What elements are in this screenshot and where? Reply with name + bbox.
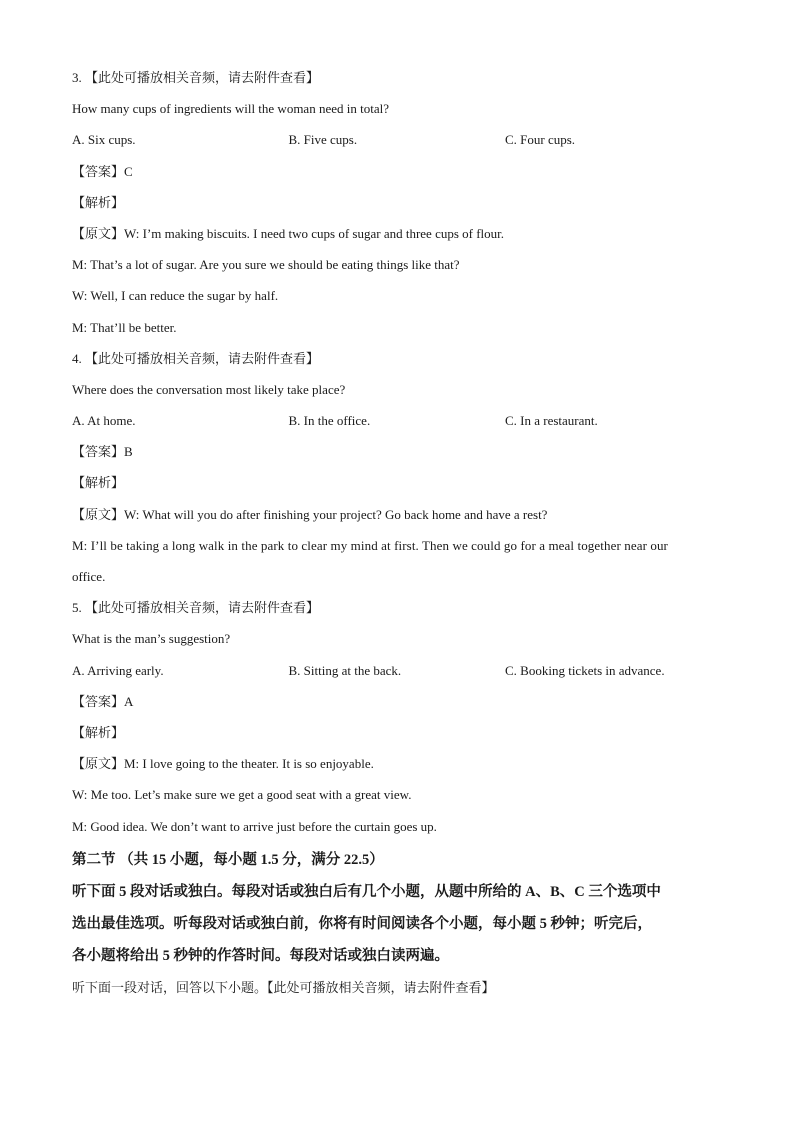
question-header: 5. 【此处可播放相关音频，请去附件查看】 bbox=[72, 600, 320, 616]
transcript-line: M: Good idea. We don’t want to arrive just before the curtain goes up. bbox=[72, 818, 437, 834]
transcript-line: M: That’ll be better. bbox=[72, 319, 177, 335]
answer: 【答案】A bbox=[72, 693, 134, 709]
section-instructions-line: 选出最佳选项。听每段对话或独白前，你将有时间阅读各个小题，每小题 5 秒钟；听完后， bbox=[72, 915, 652, 932]
options-row bbox=[72, 405, 732, 436]
section-instructions-line: 听下面 5 段对话或独白。每段对话或独白后有几个小题，从题中所给的 A、B、C 三个选项中 bbox=[72, 883, 661, 900]
option-b: B. Sitting at the back. bbox=[288, 662, 402, 678]
analysis-label: 【解析】 bbox=[72, 475, 125, 491]
transcript-line: 【原文】W: What will you do after finishing your project? Go back home and have a rest? bbox=[72, 506, 548, 522]
transcript-line: W: Well, I can reduce the sugar by half. bbox=[72, 288, 279, 304]
question-5 bbox=[72, 592, 732, 842]
options-row bbox=[72, 124, 732, 155]
question-header: 4. 【此处可播放相关音频，请去附件查看】 bbox=[72, 350, 320, 366]
analysis-label: 【解析】 bbox=[72, 194, 125, 210]
answer: 【答案】C bbox=[72, 163, 133, 179]
question-3 bbox=[72, 62, 732, 343]
question-text: Where does the conversation most likely take place? bbox=[72, 381, 346, 397]
section-prompt: 听下面一段对话，回答以下小题。【此处可播放相关音频，请去附件查看】 bbox=[72, 979, 495, 995]
transcript-line: M: I’ll be taking a long walk in the park to clear my mind at first. Then we could go for a meal together near our bbox=[72, 537, 668, 553]
section-2 bbox=[72, 844, 732, 1003]
transcript-line: M: That’s a lot of sugar. Are you sure we should be eating things like that? bbox=[72, 257, 460, 273]
transcript-line: 【原文】W: I’m making biscuits. I need two cups of sugar and three cups of flour. bbox=[72, 225, 505, 241]
question-text: What is the man’s suggestion? bbox=[72, 631, 231, 647]
document-page bbox=[72, 62, 732, 1003]
section-title: 第二节 （共 15 小题，每小题 1.5 分，满分 22.5） bbox=[72, 851, 384, 868]
question-text: How many cups of ingredients will the woman need in total? bbox=[72, 101, 389, 117]
section-instructions-line: 各小题将给出 5 秒钟的作答时间。每段对话或独白读两遍。 bbox=[72, 947, 449, 964]
transcript-line: W: Me too. Let’s make sure we get a good seat with a great view. bbox=[72, 787, 412, 803]
option-c: C. Booking tickets in advance. bbox=[505, 662, 665, 678]
option-a: A. Six cups. bbox=[72, 132, 136, 148]
option-c: C. In a restaurant. bbox=[505, 413, 598, 429]
answer: 【答案】B bbox=[72, 444, 133, 460]
analysis-label: 【解析】 bbox=[72, 724, 125, 740]
transcript-line: 【原文】M: I love going to the theater. It is so enjoyable. bbox=[72, 756, 374, 772]
question-header: 3. 【此处可播放相关音频，请去附件查看】 bbox=[72, 70, 320, 85]
option-a: A. At home. bbox=[72, 413, 136, 429]
option-b: B. Five cups. bbox=[288, 132, 358, 148]
option-a: A. Arriving early. bbox=[72, 662, 164, 678]
transcript-line: office. bbox=[72, 569, 106, 584]
options-row bbox=[72, 655, 732, 686]
question-4 bbox=[72, 343, 732, 593]
option-b: B. In the office. bbox=[288, 413, 371, 429]
option-c: C. Four cups. bbox=[505, 132, 576, 148]
